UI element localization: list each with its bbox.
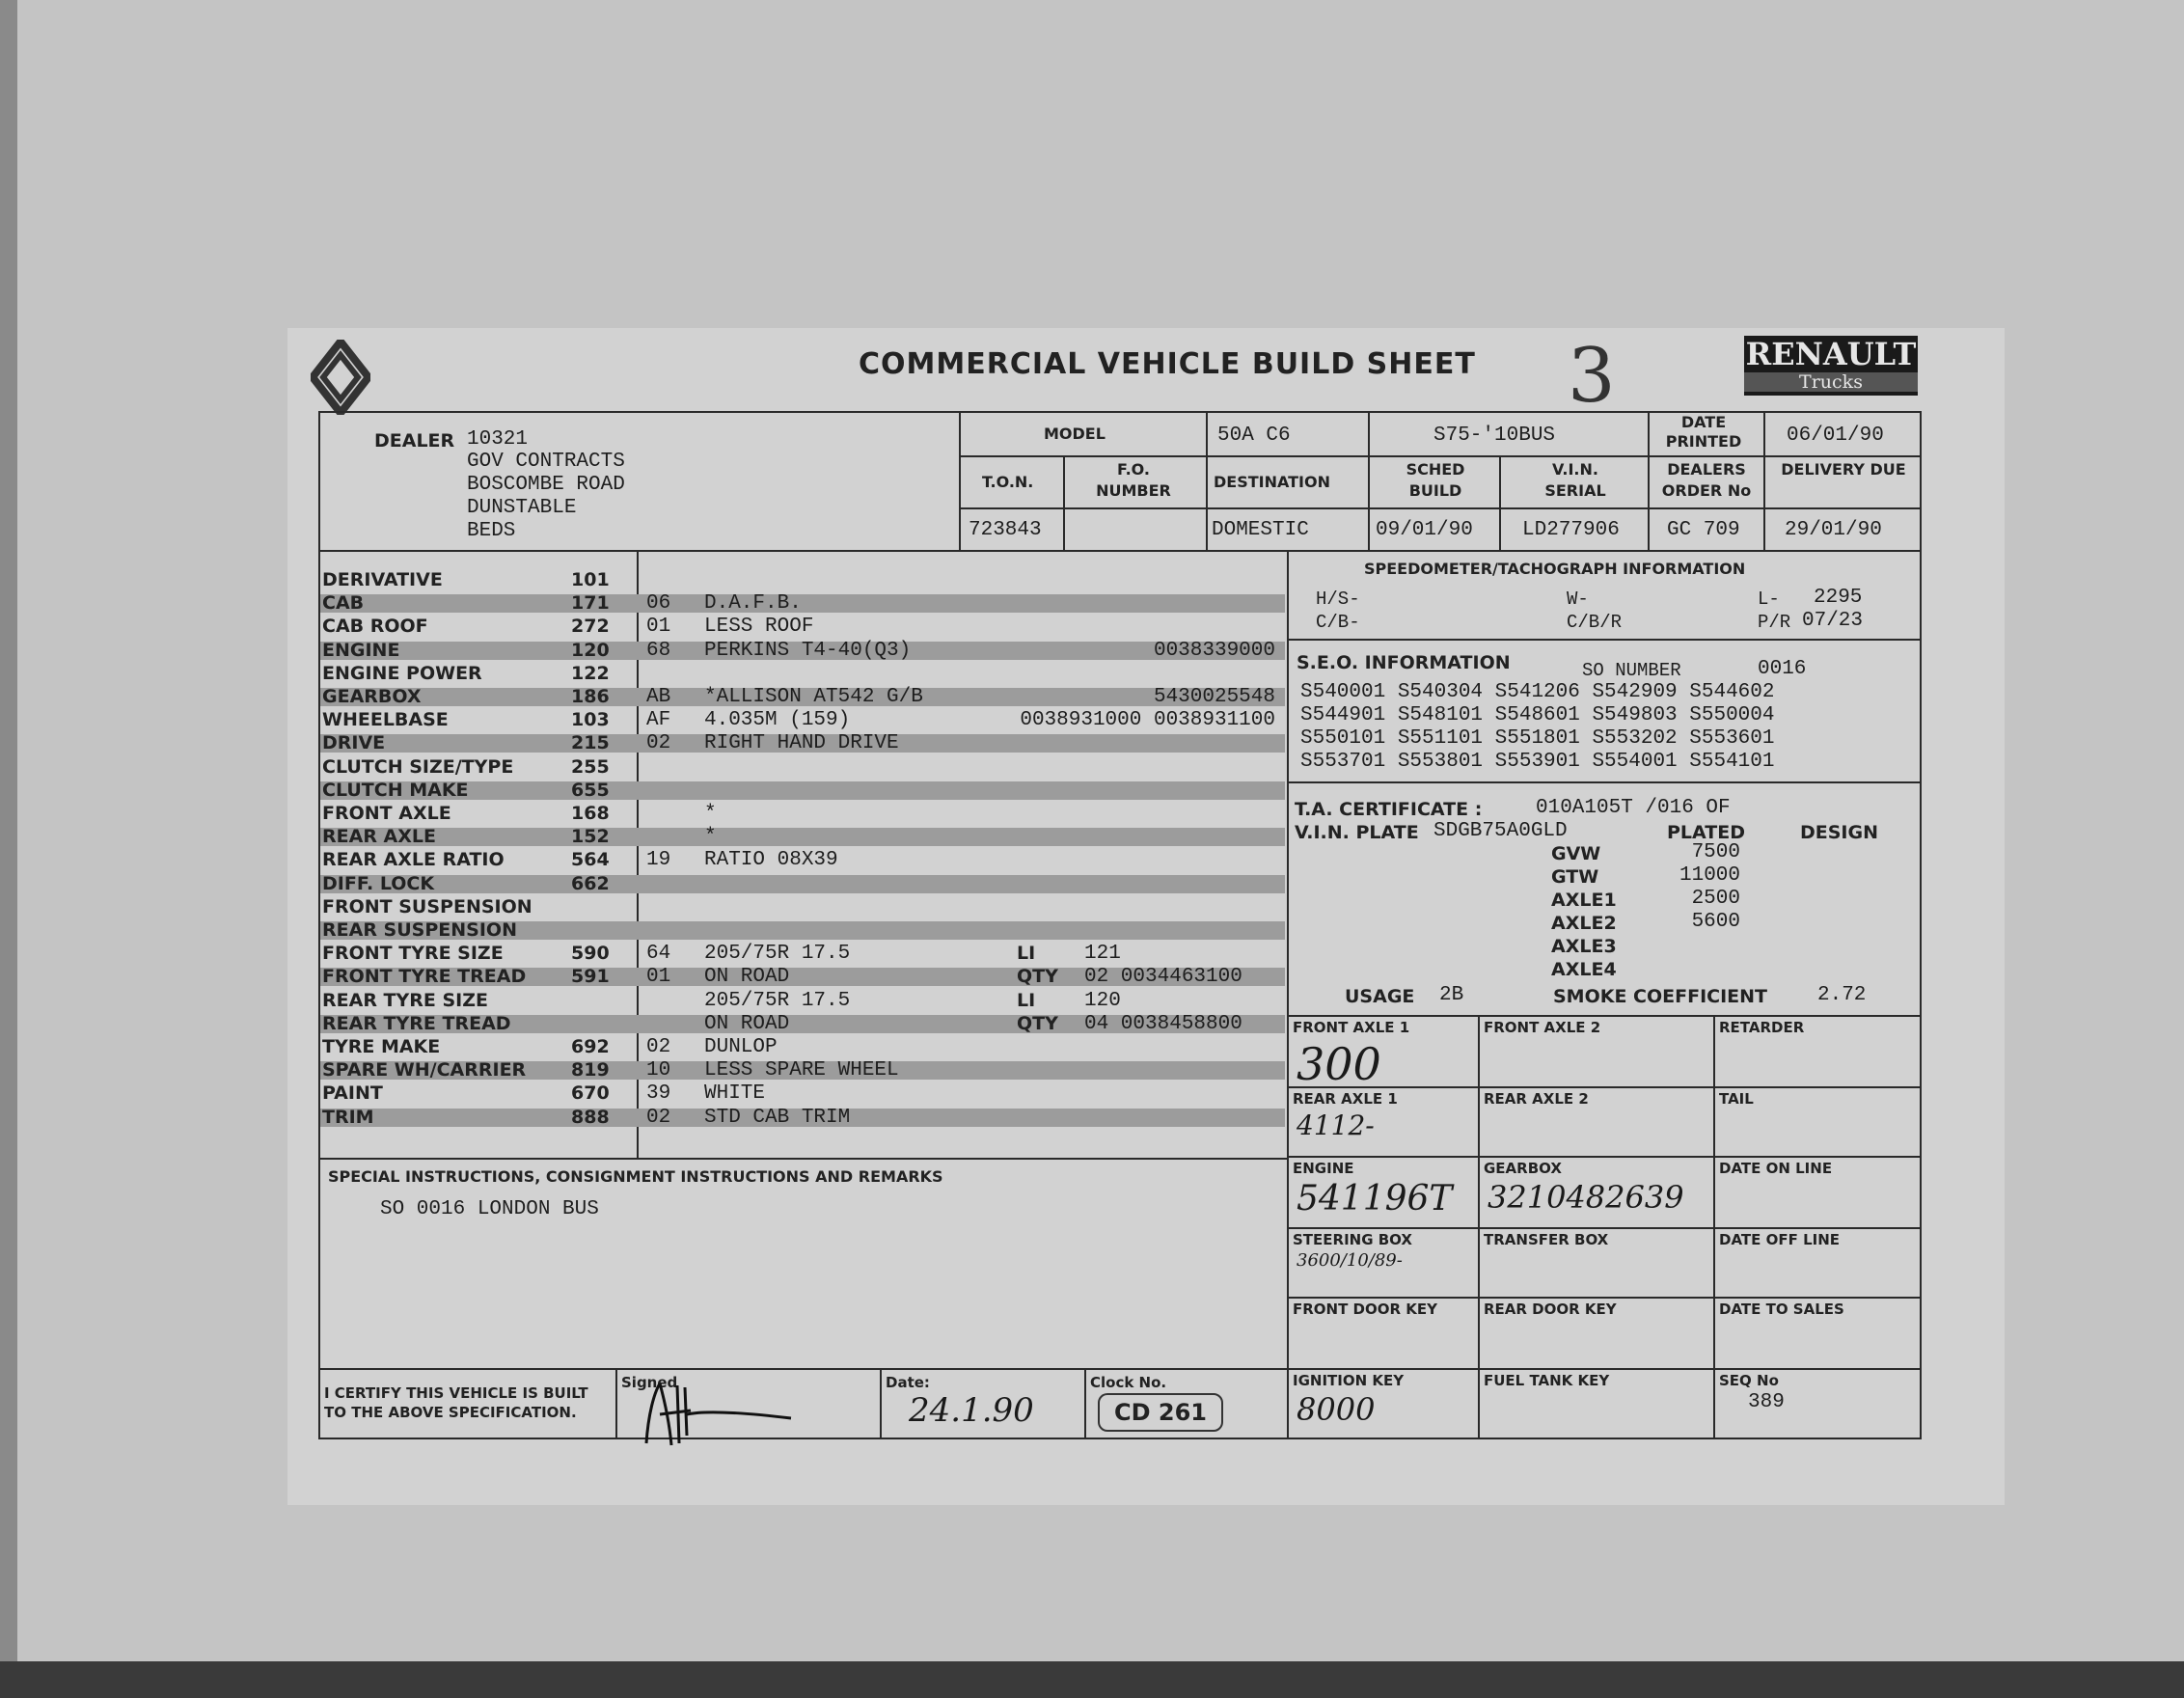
spec-description: RATIO 08X39	[704, 849, 838, 871]
weight-label: GTW	[1551, 866, 1599, 888]
grid-rule	[1287, 1297, 1922, 1299]
speedo-title: SPEEDOMETER/TACHOGRAPH INFORMATION	[1364, 560, 1746, 578]
spec-option: AF	[646, 709, 671, 731]
weight-label: GVW	[1551, 843, 1601, 864]
spec-label: WHEELBASE	[322, 709, 449, 730]
clock-value: CD 261	[1114, 1399, 1207, 1426]
spec-label: ENGINE POWER	[322, 663, 482, 684]
spec-option: 64	[646, 943, 671, 965]
spec-label: ENGINE	[322, 640, 400, 661]
dealer-address-line: BEDS	[467, 520, 516, 542]
delivery-due-value: 29/01/90	[1785, 519, 1882, 541]
so-number-value: 0016	[1758, 658, 1807, 680]
ta-cert-value: 010A105T /016 OF	[1536, 797, 1731, 819]
gearbox-value: 3210482639	[1488, 1179, 1684, 1216]
grid-rule	[1287, 1156, 1922, 1158]
spec-code: 122	[571, 663, 610, 684]
spec-label: TYRE MAKE	[322, 1036, 441, 1057]
dealers-order-label: DEALERS ORDER No	[1661, 460, 1752, 500]
spec-code: 564	[571, 849, 610, 870]
spec-option: 02	[646, 732, 671, 754]
speedo-hs: H/S-	[1316, 589, 1360, 610]
header-divider	[1499, 455, 1501, 550]
special-instructions-label: SPECIAL INSTRUCTIONS, CONSIGNMENT INSTRUCTIONS AND REMARKS	[328, 1167, 943, 1186]
spec-description: WHITE	[704, 1082, 766, 1105]
spec-option: 06	[646, 592, 671, 615]
signed-label: Signed	[621, 1374, 678, 1391]
destination-value: DOMESTIC	[1212, 519, 1309, 541]
spec-extra: 0038931000 0038931100	[1020, 709, 1275, 731]
spec-description: D.A.F.B.	[704, 592, 802, 615]
weight-value: 5600	[1691, 911, 1740, 933]
spec-divider	[1287, 550, 1289, 1439]
grid-rule	[1287, 1368, 1922, 1370]
spec-description: LESS SPARE WHEEL	[704, 1059, 899, 1082]
spec-description: *	[704, 803, 717, 825]
weight-value: 7500	[1691, 841, 1740, 863]
seo-code-row: S553701 S553801 S553901 S554001 S554101	[1300, 751, 1775, 773]
spec-option: 68	[646, 640, 671, 662]
brand-subtitle: Trucks	[1744, 372, 1918, 392]
usage-label: USAGE	[1345, 986, 1415, 1007]
spec-description: RIGHT HAND DRIVE	[704, 732, 899, 754]
spec-code: 670	[571, 1082, 610, 1104]
rear-axle1-label: REAR AXLE 1	[1293, 1090, 1398, 1108]
row-stripe	[320, 828, 1285, 846]
spec-code: 101	[571, 569, 610, 590]
smoke-coefficient-value: 2.72	[1817, 984, 1867, 1006]
header-rule	[318, 550, 1922, 552]
engine-value: 541196T	[1297, 1179, 1453, 1219]
date-off-line-label: DATE OFF LINE	[1719, 1231, 1841, 1248]
seo-code-row: S540001 S540304 S541206 S542909 S544602	[1300, 681, 1775, 703]
steering-label: STEERING BOX	[1293, 1231, 1412, 1248]
spec-description: STD CAB TRIM	[704, 1107, 851, 1129]
spec-label: REAR AXLE	[322, 826, 436, 847]
spec-option: 10	[646, 1059, 671, 1082]
seo-rule	[1287, 781, 1922, 783]
spec-label: FRONT TYRE TREAD	[322, 966, 527, 987]
spec-option: 02	[646, 1036, 671, 1058]
spec-code: 152	[571, 826, 610, 847]
date-printed-label: DATE PRINTED	[1665, 413, 1742, 451]
ton-value: 723843	[969, 519, 1042, 541]
header-divider	[1648, 411, 1650, 550]
front-axle1-label: FRONT AXLE 1	[1293, 1019, 1410, 1036]
spec-code: 655	[571, 780, 610, 801]
spec-option: 19	[646, 849, 671, 871]
seo-title: S.E.O. INFORMATION	[1297, 652, 1511, 673]
brand-name: RENAULT	[1745, 336, 1917, 372]
header-divider	[1368, 411, 1370, 550]
handwritten-sheet-number: 3	[1568, 333, 1616, 420]
weight-value: 2500	[1691, 888, 1740, 910]
spec-code: 888	[571, 1107, 610, 1128]
engine-label: ENGINE	[1293, 1160, 1354, 1177]
ignition-value: 8000	[1297, 1391, 1376, 1428]
seo-code-row: S544901 S548101 S548601 S549803 S550004	[1300, 704, 1775, 726]
renault-trucks-logo	[1744, 336, 1918, 396]
spec-code: 662	[571, 873, 610, 894]
dealer-address-line: DUNSTABLE	[467, 497, 577, 519]
spec-label: REAR AXLE RATIO	[322, 849, 505, 870]
ton-label: T.O.N.	[982, 473, 1034, 491]
header-divider	[959, 411, 961, 550]
speedo-ws: W-	[1567, 589, 1589, 610]
plated-label: PLATED	[1667, 822, 1745, 843]
spec-label: SPARE WH/CARRIER	[322, 1059, 527, 1081]
spec-code: 692	[571, 1036, 610, 1057]
spec-qty-label: LI	[1017, 943, 1036, 964]
dealer-address-line: GOV CONTRACTS	[467, 451, 625, 473]
spec-extra: 120	[1084, 990, 1121, 1012]
weight-label: AXLE3	[1551, 936, 1617, 957]
spec-description: PERKINS T4-40(Q3)	[704, 640, 912, 662]
ignition-label: IGNITION KEY	[1293, 1372, 1405, 1389]
spec-label: DERIVATIVE	[322, 569, 443, 590]
footer-rule	[318, 1368, 1289, 1370]
spec-bottom-rule	[318, 1158, 1289, 1160]
vin-plate-value: SDGB75A0GLD	[1433, 820, 1568, 842]
spec-code: 255	[571, 756, 610, 778]
spec-option: 02	[646, 1107, 671, 1129]
spec-label: REAR TYRE SIZE	[322, 990, 489, 1011]
spec-description: ON ROAD	[704, 966, 790, 988]
front-axle2-label: FRONT AXLE 2	[1484, 1019, 1601, 1036]
dealer-code: 10321	[467, 428, 529, 451]
design-label: DESIGN	[1800, 822, 1879, 843]
spec-option: 39	[646, 1082, 671, 1105]
smoke-coefficient-label: SMOKE COEFFICIENT	[1553, 986, 1768, 1007]
signature-icon	[627, 1376, 801, 1453]
fuel-tank-label: FUEL TANK KEY	[1484, 1372, 1610, 1389]
seo-code-row: S550101 S551101 S551801 S553202 S553601	[1300, 727, 1775, 750]
weight-label: AXLE2	[1551, 913, 1617, 934]
spec-description: 4.035M (159)	[704, 709, 851, 731]
speedo-l-value: 2295	[1814, 587, 1863, 609]
header-divider	[1063, 455, 1065, 550]
model-label: MODEL	[1044, 424, 1106, 443]
spec-extra: 0038339000	[1153, 640, 1275, 662]
special-instructions-text: SO 0016 LONDON BUS	[380, 1198, 599, 1220]
spec-label: REAR SUSPENSION	[322, 919, 517, 941]
date-on-line-label: DATE ON LINE	[1719, 1160, 1833, 1177]
tail-label: TAIL	[1719, 1090, 1754, 1108]
spec-label: DIFF. LOCK	[322, 873, 435, 894]
spec-label: PAINT	[322, 1082, 383, 1104]
header-divider	[1206, 411, 1208, 550]
weight-label: AXLE4	[1551, 959, 1617, 980]
vin-plate-label: V.I.N. PLATE	[1295, 822, 1419, 843]
date-label: Date:	[886, 1374, 930, 1391]
spec-code: 186	[571, 686, 610, 707]
delivery-due-label: DELIVERY DUE	[1781, 460, 1906, 479]
model-value: 50A C6	[1217, 424, 1291, 447]
seq-value: 389	[1748, 1391, 1785, 1413]
dealer-address-line: BOSCOMBE ROAD	[467, 474, 625, 496]
seq-label: SEQ No	[1719, 1372, 1779, 1389]
spec-extra: 02 0034463100	[1084, 966, 1242, 988]
speedo-cb: C/B-	[1316, 612, 1360, 633]
scan-bottom-edge	[0, 1661, 2184, 1698]
clock-label: Clock No.	[1090, 1374, 1167, 1391]
spec-code: 591	[571, 966, 610, 987]
speedo-l: L-	[1758, 589, 1780, 610]
spec-label: TRIM	[322, 1107, 374, 1128]
destination-label: DESTINATION	[1214, 473, 1330, 491]
header-divider	[1763, 411, 1765, 550]
spec-code: 171	[571, 592, 610, 614]
spec-label: FRONT SUSPENSION	[322, 896, 532, 917]
speedo-rule	[1287, 639, 1922, 641]
sched-build-value: 09/01/90	[1376, 519, 1473, 541]
spec-qty-label: QTY	[1017, 966, 1058, 987]
spec-label: CAB	[322, 592, 365, 614]
spec-label: FRONT TYRE SIZE	[322, 943, 504, 964]
row-stripe	[320, 594, 1285, 613]
clock-stamp	[1098, 1393, 1223, 1432]
footer-divider	[880, 1368, 882, 1439]
gearbox-label: GEARBOX	[1484, 1160, 1562, 1177]
spec-code: 120	[571, 640, 610, 661]
header-rule	[959, 455, 1922, 457]
certify-statement: I CERTIFY THIS VEHICLE IS BUILT TO THE ABOVE SPECIFICATION.	[324, 1384, 588, 1421]
ta-rule	[1287, 1015, 1922, 1017]
date-value: 24.1.90	[909, 1391, 1034, 1430]
spec-extra: 121	[1084, 943, 1121, 965]
spec-qty-label: QTY	[1017, 1013, 1058, 1034]
usage-value: 2B	[1439, 984, 1464, 1006]
spec-label: GEARBOX	[322, 686, 422, 707]
footer-divider	[615, 1368, 617, 1439]
speedo-pr-value: 07/23	[1802, 610, 1864, 632]
spec-description: LESS ROOF	[704, 616, 814, 638]
spec-description: *ALLISON AT542 G/B	[704, 686, 923, 708]
front-door-label: FRONT DOOR KEY	[1293, 1301, 1438, 1318]
dealer-label: DEALER	[374, 430, 455, 452]
spec-code: 168	[571, 803, 610, 824]
retarder-label: RETARDER	[1719, 1019, 1805, 1036]
rear-door-label: REAR DOOR KEY	[1484, 1301, 1617, 1318]
spec-code: 819	[571, 1059, 610, 1081]
spec-label: CLUTCH SIZE/TYPE	[322, 756, 514, 778]
spec-label: REAR TYRE TREAD	[322, 1013, 511, 1034]
vin-serial-label: V.I.N. SERIAL	[1544, 460, 1606, 500]
date-printed-value: 06/01/90	[1787, 424, 1884, 447]
so-number-label: SO NUMBER	[1582, 660, 1681, 681]
spec-description: 205/75R 17.5	[704, 943, 851, 965]
grid-rule	[1287, 1227, 1922, 1229]
spec-description: DUNLOP	[704, 1036, 778, 1058]
spec-code: 590	[571, 943, 610, 964]
speedo-cbr: C/B/R	[1567, 612, 1623, 633]
steering-value: 3600/10/89-	[1297, 1250, 1403, 1271]
weight-label: AXLE1	[1551, 890, 1617, 911]
front-axle1-value: 300	[1297, 1038, 1381, 1090]
spec-qty-label: LI	[1017, 990, 1036, 1011]
speedo-pr: P/R	[1758, 612, 1791, 633]
spec-label: CLUTCH MAKE	[322, 780, 469, 801]
spec-description: ON ROAD	[704, 1013, 790, 1035]
transfer-label: TRANSFER BOX	[1484, 1231, 1609, 1248]
grid-rule	[1287, 1086, 1922, 1088]
weight-value: 11000	[1679, 864, 1740, 887]
date-sales-label: DATE TO SALES	[1719, 1301, 1844, 1318]
renault-diamond-icon	[311, 340, 370, 415]
spec-description: 205/75R 17.5	[704, 990, 851, 1012]
spec-description: *	[704, 826, 717, 848]
rear-axle2-label: REAR AXLE 2	[1484, 1090, 1589, 1108]
document-title: COMMERCIAL VEHICLE BUILD SHEET	[859, 347, 1476, 381]
spec-extra: 5430025548	[1153, 686, 1275, 708]
spec-label: DRIVE	[322, 732, 386, 753]
spec-extra: 04 0038458800	[1084, 1013, 1242, 1035]
spec-option: AB	[646, 686, 671, 708]
model-code: S75-'10BUS	[1433, 424, 1556, 447]
spec-label: CAB ROOF	[322, 616, 428, 637]
dealers-order-value: GC 709	[1667, 519, 1740, 541]
row-stripe	[320, 875, 1285, 893]
header-rule	[959, 507, 1922, 509]
spec-code: 103	[571, 709, 610, 730]
scan-left-edge	[0, 0, 17, 1698]
fo-number-label: F.O. NUMBER	[1096, 460, 1171, 500]
spec-option: 01	[646, 966, 671, 988]
spec-label: FRONT AXLE	[322, 803, 451, 824]
vin-serial-value: LD277906	[1522, 519, 1620, 541]
spec-code: 215	[571, 732, 610, 753]
spec-code: 272	[571, 616, 610, 637]
footer-divider	[1084, 1368, 1086, 1439]
spec-option: 01	[646, 616, 671, 638]
rear-axle1-value: 4112-	[1297, 1109, 1375, 1141]
sched-build-label: SCHED BUILD	[1406, 460, 1465, 500]
ta-cert-label: T.A. CERTIFICATE :	[1295, 799, 1483, 820]
